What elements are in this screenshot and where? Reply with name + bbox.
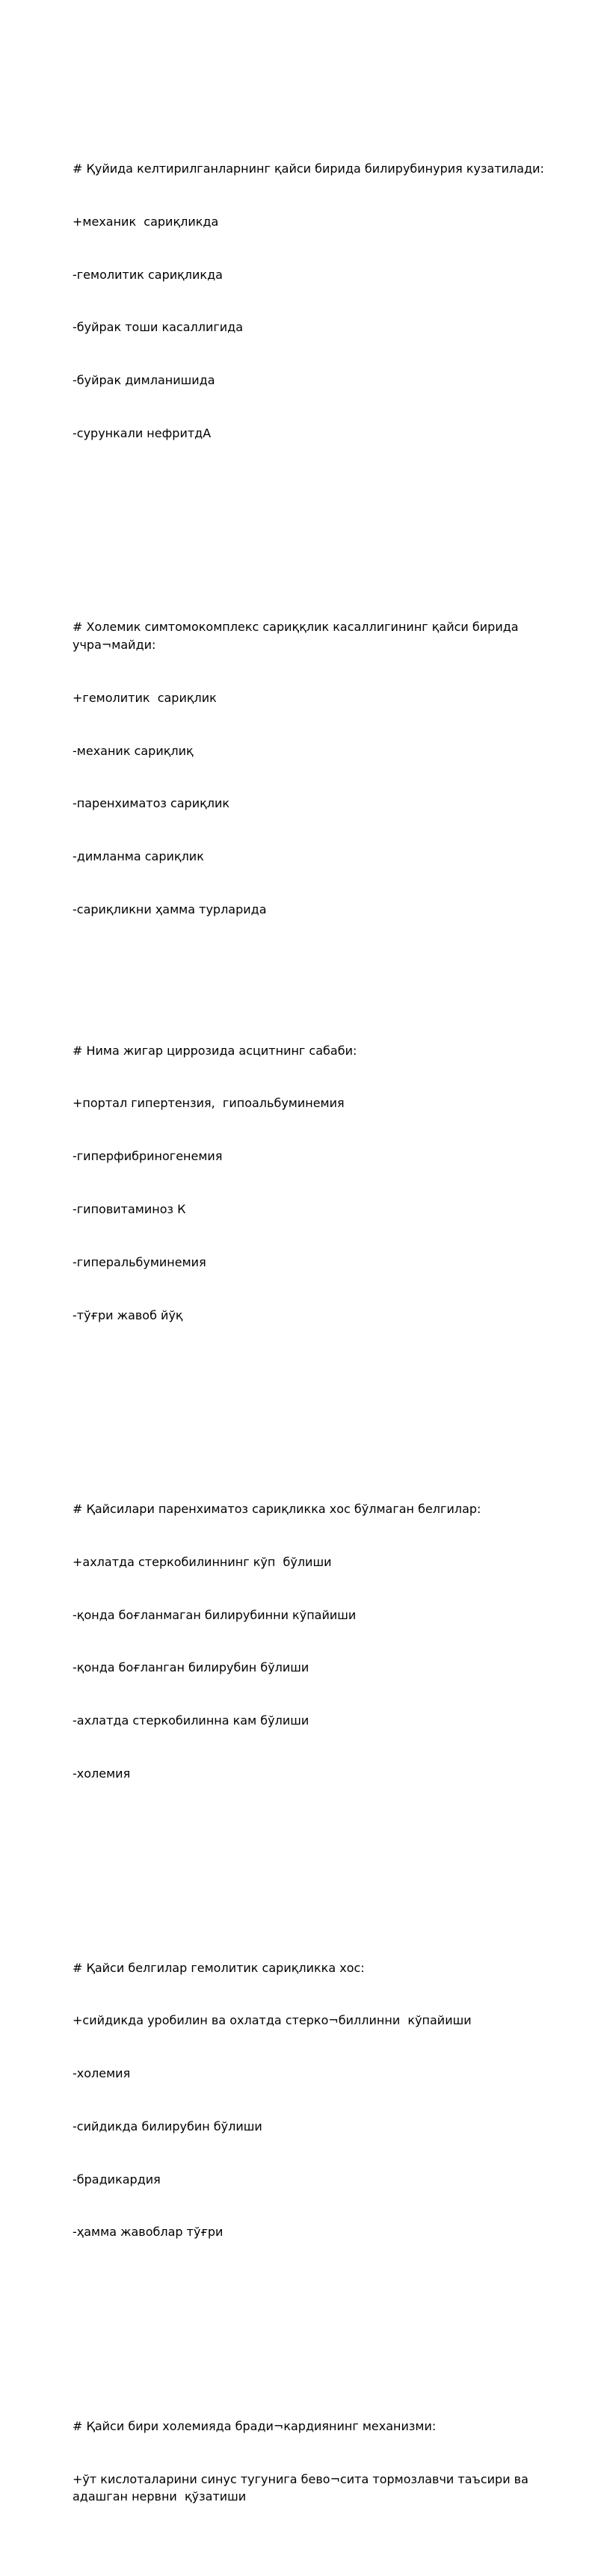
question-text: # Холемик симтомокомплекс сариққлик касаллигининг қайси бирида учра¬майди: (73, 620, 523, 652)
answer-option: -сийдикда билирубин бўлиши (73, 2119, 262, 2133)
answer-option: -гиповитаминоз К (73, 1202, 186, 1216)
answer-option: +ахлатда стеркобилиннинг кўп бўлиши (73, 1554, 332, 1569)
document-page (73, 72, 551, 2576)
question-block-6 (73, 2382, 551, 2541)
question-text: # Қайси бири холемияда бради¬кардиянинг механизми: (73, 2418, 437, 2433)
spacer (73, 1853, 551, 1871)
answer-option: -гиперальбуминемия (73, 1254, 206, 1269)
answer-option: -буйрак тоши касаллигида (73, 320, 244, 335)
answer-option: -қонда боғланмаган билирубинни кўпайиши (73, 1607, 357, 1622)
answer-option: -димланма сариқлик (73, 849, 204, 864)
question-text: # Қайси белгилар гемолитик сариқликка хос: (73, 1960, 365, 1975)
question-block-4 (73, 1465, 551, 1818)
question-block-3 (73, 1006, 551, 1359)
answer-option: -холемия (73, 2066, 131, 2081)
question-block-2 (73, 583, 551, 953)
answer-option: +механик сариқликда (73, 214, 219, 229)
spacer (73, 513, 551, 531)
question-text: # Қуйида келтирилганларнинг қайси бирида билирубинурия кузатилади: (73, 161, 544, 176)
answer-option: -ҳамма жавоблар тўғри (73, 2225, 224, 2240)
answer-option: -буйрак димланишида (73, 373, 215, 388)
question-text: # Қайсилари паренхиматоз сариқликка хос бўлмаган белгилар: (73, 1502, 481, 1517)
question-block-5 (73, 1923, 551, 2276)
answer-option: -брадикардия (73, 2172, 161, 2187)
answer-option: -сариқликни ҳамма турларида (73, 902, 267, 916)
answer-option: +сийдикда уробилин ва охлатда стерко¬биллинни кўпайиши (73, 2013, 472, 2028)
answer-option: -гиперфибриногенемия (73, 1149, 223, 1164)
answer-option: -қонда боғланган билирубин бўлиши (73, 1660, 309, 1675)
answer-option: -гемолитик сариқликда (73, 267, 223, 282)
answer-option: -паренхиматоз сариқлик (73, 796, 230, 811)
question-text: # Нима жигар циррозида асцитнинг сабаби: (73, 1043, 357, 1058)
answer-option: -холемия (73, 1766, 131, 1781)
answer-option: -сурункали нефритдА (73, 425, 212, 440)
answer-option: +портал гипертензия, гипоальбуминемия (73, 1096, 345, 1111)
answer-option: +гемолитик сариқлик (73, 690, 217, 705)
answer-option: -тўғри жавоб йўқ (73, 1307, 183, 1322)
question-block-1 (73, 125, 551, 478)
answer-option: +ўт кислоталарини синус тугунига бево¬сита тормозлавчи таъсири ва адашган нервни қўзатиши (73, 2471, 533, 2504)
answer-option: -ахлатда стеркобилинна кам бўлиши (73, 1713, 309, 1728)
spacer (73, 1395, 551, 1413)
spacer (73, 2311, 551, 2329)
answer-option: -механик сариқлиқ (73, 743, 194, 758)
